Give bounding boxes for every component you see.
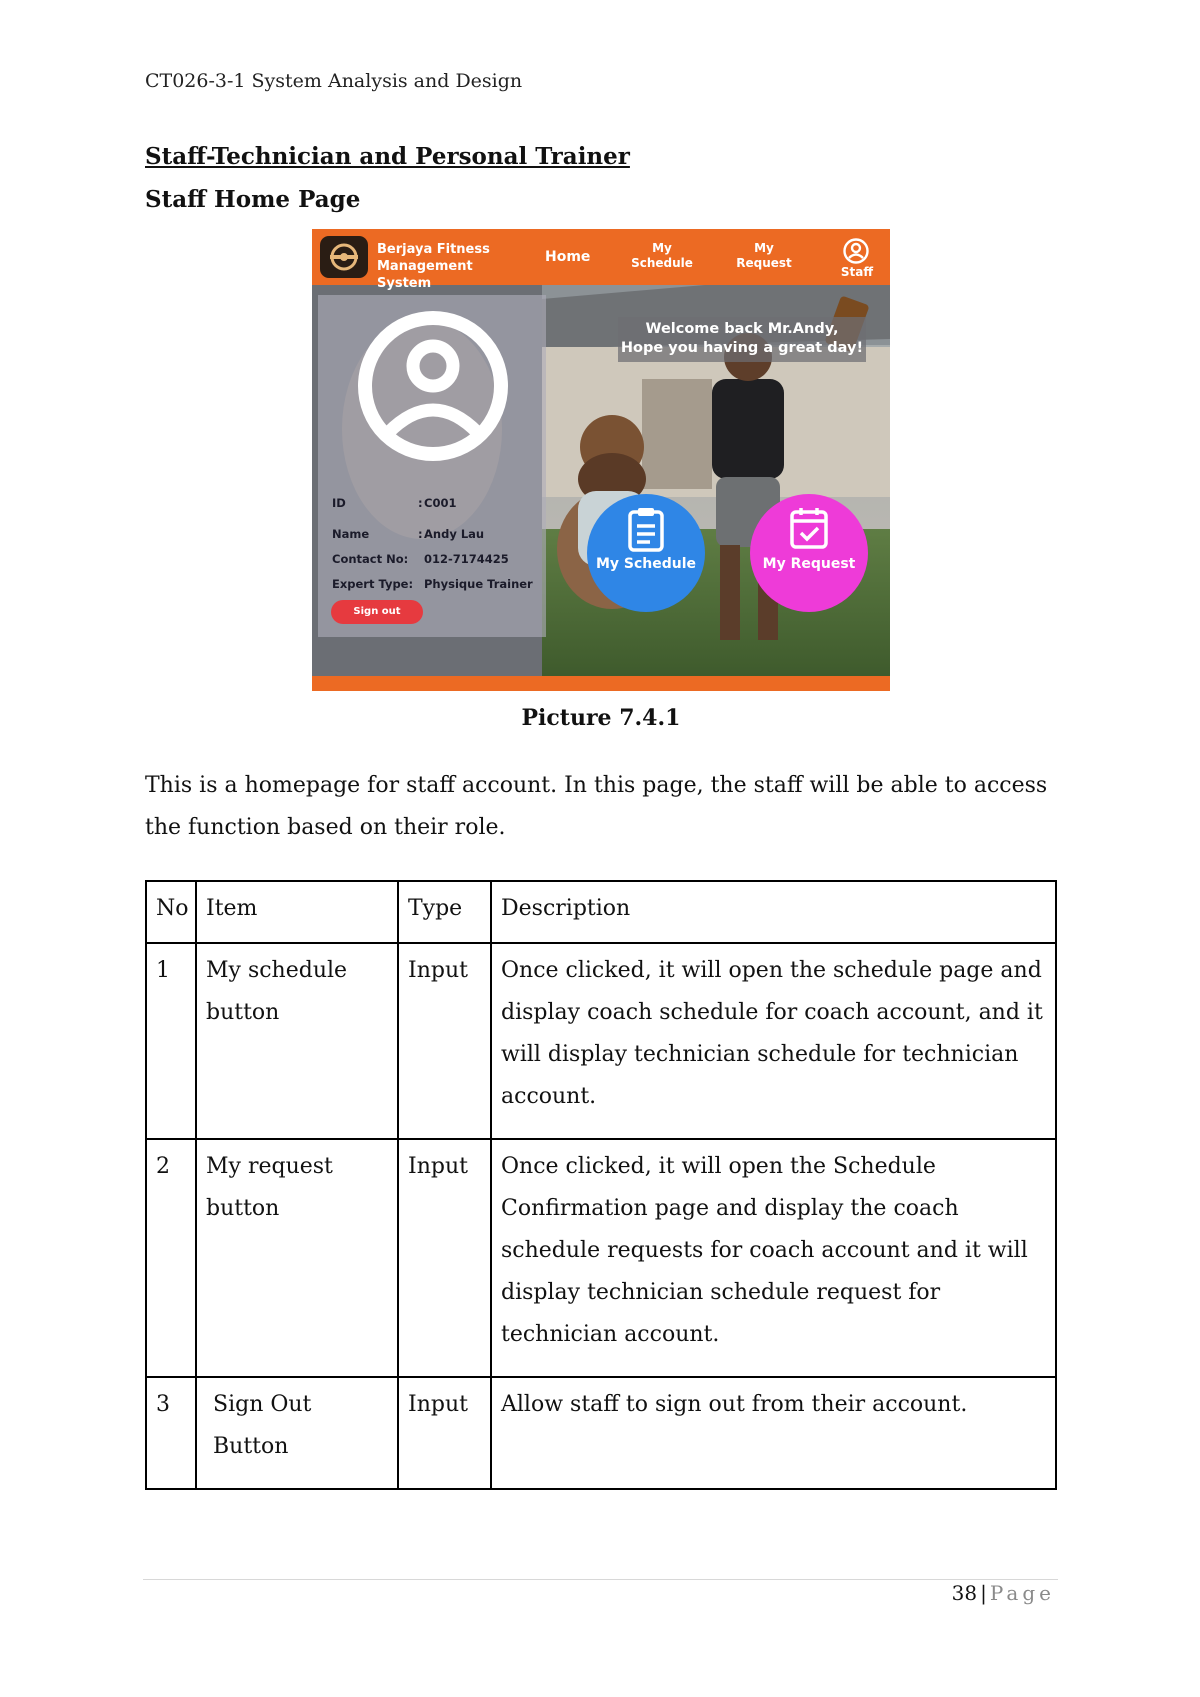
avatar-icon xyxy=(356,309,510,463)
cell-description: Once clicked, it will open the Schedule Confirmation page and display the coach schedule requests for coach account and it will display technician schedule request for technician account. xyxy=(491,1139,1056,1377)
page-subtitle: Staff Home Page xyxy=(145,186,361,213)
welcome-banner xyxy=(618,317,866,362)
my-request-button[interactable] xyxy=(750,494,868,612)
app-logo xyxy=(320,236,368,278)
item-description-table xyxy=(145,880,1057,1490)
page-number: 38 xyxy=(951,1581,978,1605)
cell-item: My request button xyxy=(196,1139,398,1377)
my-request-label: My Request xyxy=(762,556,856,572)
clipboard-icon xyxy=(626,506,666,552)
header-no: No xyxy=(146,881,196,943)
cell-no: 3 xyxy=(146,1377,196,1489)
footer-divider xyxy=(143,1579,1058,1580)
nav-staff[interactable]: Staff xyxy=(840,265,874,279)
page-word: Page xyxy=(989,1581,1055,1605)
app-navbar xyxy=(312,229,890,291)
page-footer xyxy=(952,1581,1055,1605)
profile-panel: ID : C001 Name : Andy Lau Contact No: 012-7174425 Expert Type: Physique Trainer xyxy=(318,295,546,637)
my-schedule-label: My Schedule xyxy=(595,556,697,572)
nav-my-schedule[interactable]: My Schedule xyxy=(631,241,693,270)
header-item: Item xyxy=(196,881,398,943)
staff-home-screenshot xyxy=(312,229,890,691)
table-row xyxy=(146,1139,1056,1377)
nav-my-request[interactable]: My Request xyxy=(736,241,792,270)
table-row xyxy=(146,1377,1056,1489)
staff-user-icon[interactable] xyxy=(842,237,870,265)
app-name: Berjaya Fitness Management System xyxy=(377,242,490,291)
cell-description: Allow staff to sign out from their account. xyxy=(491,1377,1056,1489)
header-description: Description xyxy=(491,881,1056,943)
my-schedule-button[interactable] xyxy=(587,494,705,612)
cell-type: Input xyxy=(398,1377,491,1489)
cell-type: Input xyxy=(398,1139,491,1377)
intro-paragraph: This is a homepage for staff account. In this page, the staff will be able to access the function based on their role. xyxy=(145,773,1048,840)
cell-no: 1 xyxy=(146,943,196,1139)
cell-item: My schedule button xyxy=(196,943,398,1139)
cell-description: Once clicked, it will open the schedule page and display coach schedule for coach account, and it will display technician schedule for technician account. xyxy=(491,943,1056,1139)
nav-home[interactable]: Home xyxy=(545,249,591,265)
figure-caption: Picture 7.4.1 xyxy=(521,705,681,731)
sign-out-button[interactable]: Sign out xyxy=(331,600,423,624)
cell-type: Input xyxy=(398,943,491,1139)
welcome-line-1: Welcome back Mr.Andy, xyxy=(645,321,839,337)
app-footer-bar xyxy=(312,676,890,691)
section-title: Staff-Technician and Personal Trainer xyxy=(145,143,630,170)
calendar-check-icon xyxy=(789,506,829,550)
table-header-row xyxy=(146,881,1056,943)
cell-item: Sign Out Button xyxy=(196,1377,398,1489)
document-header: CT026-3-1 System Analysis and Design xyxy=(145,70,523,92)
cell-no: 2 xyxy=(146,1139,196,1377)
table-row xyxy=(146,943,1056,1139)
header-type: Type xyxy=(398,881,491,943)
welcome-line-2: Hope you having a great day! xyxy=(620,340,864,356)
page-separator: | xyxy=(980,1581,987,1605)
